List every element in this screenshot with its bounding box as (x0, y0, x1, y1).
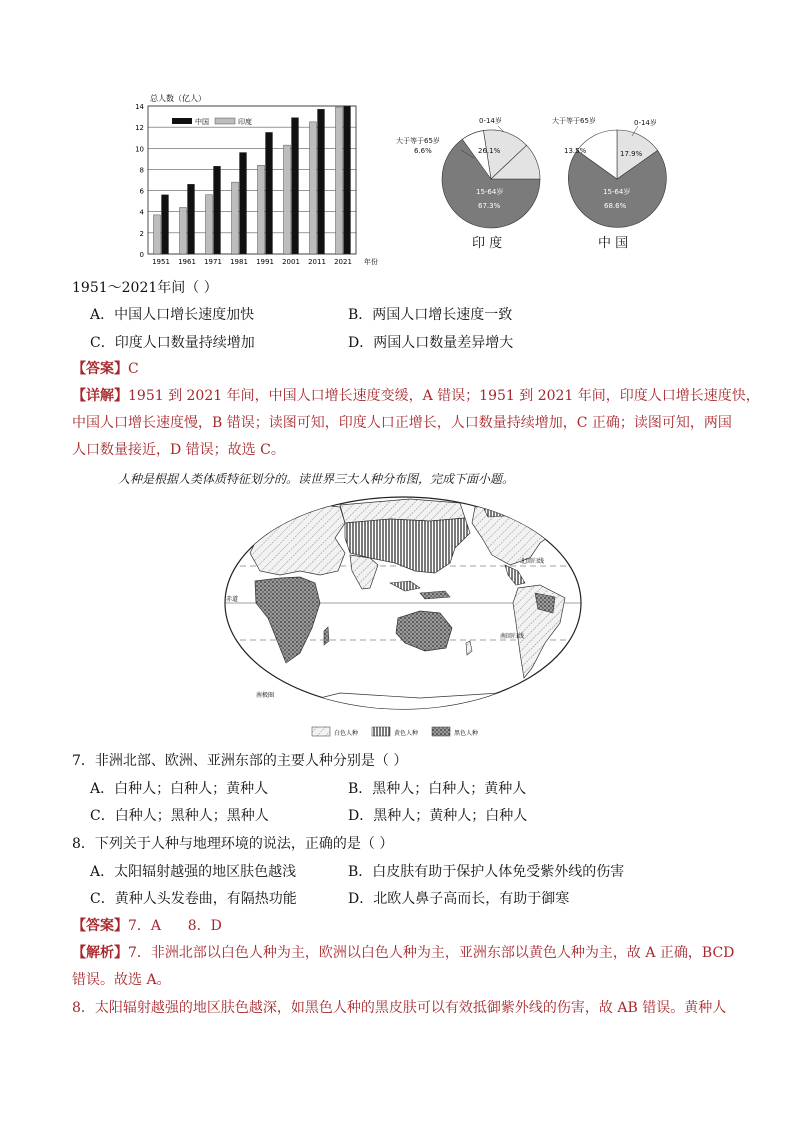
bar-china-1991 (266, 132, 273, 254)
prev-detail-text1: 1951 到 2021 年间，中国人口增长速度变缓，A 错误；1951 到 2021 年间，印度人口增长速度快， (128, 388, 760, 404)
prev-answer-tag: 【答案】 (72, 361, 128, 377)
q8-option-a: A．太阳辐射越强的地区肤色越浅 (90, 864, 297, 880)
label-south-tropic: 南回归线 (500, 633, 525, 640)
population-bar-chart (120, 92, 390, 272)
q8-option-c: C．黄种人头发卷曲，有隔热功能 (90, 891, 297, 907)
y-tick-label: 10 (135, 145, 144, 154)
answers-line (72, 916, 222, 936)
prev-detail-line3: 人口数量接近，D 错误；故选 C。 (72, 442, 285, 458)
bar-china-1971 (214, 166, 221, 254)
x-tick-label: 2021 (334, 258, 352, 266)
map-intro: 人种是根据人类体质特征划分的。读世界三大人种分布图，完成下面小题。 (118, 472, 515, 486)
bar-india-2001 (284, 145, 291, 254)
plot-frame (148, 106, 356, 254)
china-pie (568, 126, 666, 227)
analysis-8-text1: 8．太阳辐射越强的地区肤色越深，如黑色人种的黑皮肤可以有效抵御紫外线的伤害，故 AB 错误。黄种人 (72, 1000, 727, 1016)
y-tick-label: 0 (139, 251, 144, 259)
x-tick-label: 1981 (230, 258, 248, 266)
world-map-svg (220, 493, 586, 743)
bar-china-1951 (162, 195, 169, 254)
bar-india-2021 (336, 107, 343, 254)
answers-tag: 【答案】 (72, 918, 128, 934)
label-antarctic-circle: 南极圈 (256, 692, 275, 699)
q7-option-a: A．白种人；白种人；黄种人 (90, 781, 269, 797)
india-label-65: 大于等于65岁 (396, 137, 440, 145)
x-axis-unit: 年份 (364, 258, 378, 266)
prev-question-stem: 1951～2021年间（ ） (72, 280, 218, 296)
analysis-7-text1: 7．非洲北部以白色人种为主，欧洲以白色人种为主，亚洲东部以黄色人种为主，故 A 正确，BCD (128, 945, 735, 961)
prev-detail-line2: 中国人口增长速度慢，B 错误；读图可知，印度人口正增长，人口数量持续增加，C 正确；读图可知，两国 (72, 415, 732, 431)
legend-white-race: 白色人种 (334, 730, 359, 737)
y-tick-label: 12 (135, 124, 144, 133)
q8-option-d: D．北欧人鼻子高而长，有助于御寒 (348, 891, 570, 907)
x-tick-label: 2001 (282, 258, 300, 266)
bar-china-1961 (188, 184, 195, 254)
region-antarctica (260, 693, 560, 723)
y-tick-label: 8 (139, 166, 144, 175)
india-value-0-14: 26.1% (478, 147, 501, 155)
label-equator: 赤道 (226, 596, 239, 603)
china-value-15-64: 68.6% (604, 202, 627, 210)
q7-option-d: D．黑种人；黄种人；白种人 (348, 808, 528, 824)
bar-india-2011 (310, 122, 317, 254)
india-value-65: 6.6% (414, 147, 432, 155)
bar-india-1971 (206, 195, 213, 254)
india-label-15-64: 15-64岁 (476, 188, 504, 196)
y-axis-label: 总人数（亿人） (150, 94, 206, 103)
y-tick-label: 4 (139, 208, 144, 217)
legend-label-china: 中国 (195, 118, 209, 126)
q7-option-b: B．黑种人；白种人；黄种人 (348, 781, 527, 797)
bar-china-1981 (240, 153, 247, 254)
pies-svg (392, 110, 682, 258)
analysis-line1 (72, 943, 734, 963)
india-value-15-64: 67.3% (478, 202, 501, 210)
q7-stem: 7．非洲北部、欧洲、亚洲东部的主要人种分别是（ ） (72, 753, 408, 769)
y-tick-label: 14 (135, 103, 144, 111)
bar-india-1961 (180, 207, 187, 254)
china-label-15-64: 15-64岁 (603, 188, 631, 196)
bar-china-2011 (318, 109, 325, 254)
legend-black-race: 黑色人种 (454, 730, 479, 737)
prev-detail-tag: 【详解】 (72, 388, 128, 404)
india-pie (442, 126, 540, 228)
bar-china-2001 (292, 118, 299, 254)
prev-option-d: D．两国人口数量差异增大 (348, 335, 514, 351)
india-pie-title: 印 度 (472, 236, 503, 251)
prev-option-b: B．两国人口增长速度一致 (348, 307, 513, 323)
legend-swatch-china (172, 118, 192, 124)
y-tick-label: 6 (139, 187, 144, 196)
answers-text: 7．A 8．D (128, 918, 222, 934)
prev-answer-value: C (128, 361, 139, 377)
age-structure-pies (392, 110, 682, 258)
x-tick-label: 1971 (204, 258, 222, 266)
y-tick-label: 2 (139, 229, 144, 238)
legend-label-india: 印度 (238, 118, 252, 126)
prev-option-a: A．中国人口增长速度加快 (90, 307, 255, 323)
q8-option-b: B．白皮肤有助于保护人体免受紫外线的伤害 (348, 864, 625, 880)
china-value-0-14: 17.9% (620, 150, 643, 158)
legend-yellow-race: 黄色人种 (394, 730, 419, 737)
india-label-0-14: 0-14岁 (479, 117, 502, 125)
legend-swatch-white (312, 727, 330, 736)
prev-option-c: C．印度人口数量持续增加 (90, 335, 255, 351)
bar-india-1991 (258, 165, 265, 254)
analysis-7-text2: 错误。故选 A。 (72, 972, 171, 988)
china-value-65: 13.5% (564, 147, 587, 155)
legend-swatch-yellow (372, 727, 390, 736)
prev-detail-line1 (72, 386, 760, 406)
x-tick-label: 1951 (152, 258, 170, 266)
label-north-tropic: 北回归线 (520, 558, 545, 565)
x-tick-label: 2011 (308, 258, 326, 266)
x-tick-label: 1961 (178, 258, 196, 266)
china-pie-title: 中 国 (598, 236, 629, 251)
region-europe-nafrica (250, 505, 345, 575)
q7-option-c: C．白种人；黑种人；黑种人 (90, 808, 269, 824)
x-tick-label: 1991 (256, 258, 274, 266)
prev-answer (72, 359, 139, 379)
legend-swatch-black (432, 727, 450, 736)
bar-chart-svg (120, 92, 390, 272)
china-label-65: 大于等于65岁 (552, 117, 596, 125)
q8-stem: 8．下列关于人种与地理环境的说法，正确的是（ ） (72, 836, 394, 852)
analysis-tag: 【解析】 (72, 945, 128, 961)
china-label-0-14: 0-14岁 (634, 119, 657, 127)
bar-china-2021 (344, 106, 351, 254)
bar-india-1981 (232, 182, 239, 254)
legend-swatch-india (215, 118, 235, 124)
bar-india-1951 (154, 215, 161, 254)
world-race-map (220, 493, 586, 743)
